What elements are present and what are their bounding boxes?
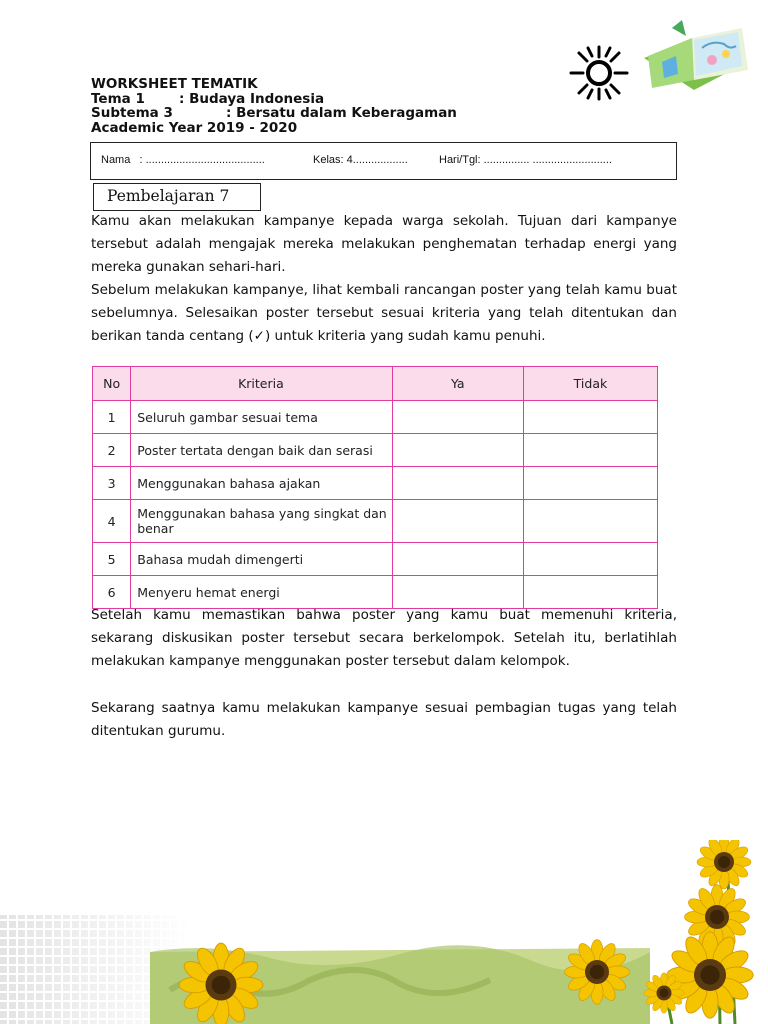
tema-row [91,92,457,107]
header-kriteria: Kriteria [131,367,392,401]
table-header-row [93,367,658,401]
subtema-row [91,106,457,121]
worksheet-header [91,77,457,135]
header-tidak: Tidak [523,367,657,401]
tidak-checkbox-cell[interactable] [523,500,657,543]
ya-checkbox-cell[interactable] [392,467,523,500]
paragraph-discussion: Setelah kamu memastikan bahwa poster yang kamu buat memenuhi kriteria, sekarang diskusikan poster tersebut secara berkelompok. Setelah itu, berlatihlah melakukan kampanye menggunakan poster tersebut dalam kelompok. [91,607,677,669]
table-row [93,500,658,543]
criteria-table [92,366,658,609]
paragraph-instructions: Sebelum melakukan kampanye, lihat kembali rancangan poster yang telah kamu buat sebelumnya. Selesaikan poster tersebut sesuai kriteria yang telah ditentukan dan berikan tanda centang (✓) untuk kriteria yang sudah kamu penuhi. [91,282,677,344]
ya-checkbox-cell[interactable] [392,500,523,543]
tema-value: : Budaya Indonesia [179,90,325,107]
subtema-label: Subtema 3 [91,105,173,121]
book-illustration-icon [642,18,754,93]
row-criteria: Menggunakan bahasa ajakan [131,467,392,500]
nama-field[interactable]: Nama : ....................................... [101,154,265,166]
ya-checkbox-cell[interactable] [392,434,523,467]
row-number: 3 [93,467,131,500]
row-number: 4 [93,500,131,543]
kelas-field[interactable]: Kelas: 4.................. [313,154,408,166]
row-criteria: Bahasa mudah dimengerti [131,543,392,576]
tidak-checkbox-cell[interactable] [523,543,657,576]
row-criteria: Menyeru hemat energi [131,576,392,609]
header-no: No [93,367,131,401]
ya-checkbox-cell[interactable] [392,401,523,434]
sunflower-decoration [0,840,768,1024]
row-number: 2 [93,434,131,467]
paragraph-intro: Kamu akan melakukan kampanye kepada warga sekolah. Tujuan dari kampanye tersebut adalah mengajak mereka melakukan penghematan terhadap energi yang mereka gunakan sehari-hari. [91,213,677,275]
table-row [93,543,658,576]
tidak-checkbox-cell[interactable] [523,434,657,467]
subtema-value: : Bersatu dalam Keberagaman [226,105,457,121]
tidak-checkbox-cell[interactable] [523,401,657,434]
row-number: 6 [93,576,131,609]
student-info-box [90,142,677,180]
row-number: 1 [93,401,131,434]
table-row [93,434,658,467]
table-row [93,401,658,434]
row-number: 5 [93,543,131,576]
hari-tgl-field[interactable]: Hari/Tgl: ............... .......................... [439,154,612,166]
lesson-label: Pembelajaran 7 [93,183,261,211]
worksheet-title: WORKSHEET TEMATIK [91,76,258,92]
academic-year: Academic Year 2019 - 2020 [91,119,298,136]
row-criteria: Poster tertata dengan baik dan serasi [131,434,392,467]
tema-label: Tema 1 [91,90,145,107]
table-row [93,467,658,500]
row-criteria: Menggunakan bahasa yang singkat dan benar [131,500,392,543]
row-criteria: Seluruh gambar sesuai tema [131,401,392,434]
header-ya: Ya [392,367,523,401]
sun-logo-icon [566,43,632,103]
tidak-checkbox-cell[interactable] [523,467,657,500]
ya-checkbox-cell[interactable] [392,543,523,576]
paragraph-closing: Sekarang saatnya kamu melakukan kampanye sesuai pembagian tugas yang telah ditentukan gurumu. [91,700,677,739]
